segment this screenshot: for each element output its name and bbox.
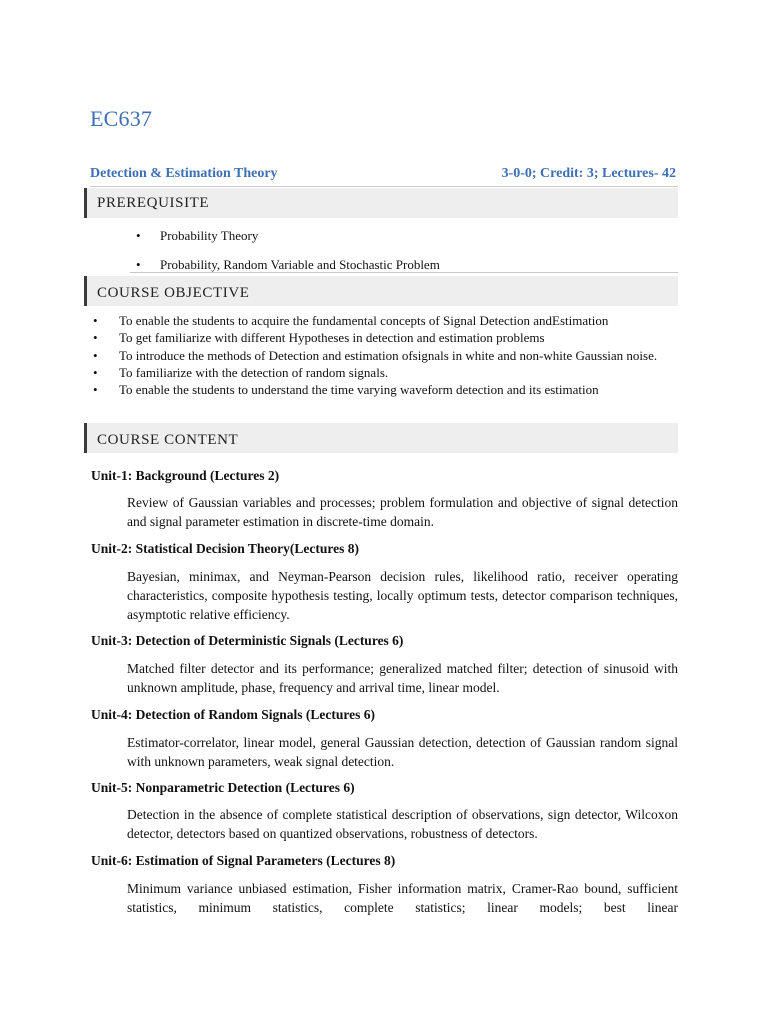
content-heading bbox=[84, 423, 678, 453]
prerequisite-heading-label: PREREQUISITE bbox=[97, 195, 210, 211]
objective-item: • To get familiarize with different Hypotheses in detection and estimation problems bbox=[91, 329, 677, 346]
course-code: EC637 bbox=[90, 106, 153, 131]
objective-item: • To introduce the methods of Detection and estimation ofsignals in white and non-white Gaussian noise. bbox=[91, 347, 677, 364]
objective-list bbox=[91, 312, 677, 398]
unit-description: Estimator-correlator, linear model, general Gaussian detection, detection of Gaussian random signal with unknown parameters, weak signal detection. bbox=[127, 735, 678, 769]
prerequisite-item: • Probability Theory bbox=[160, 228, 258, 244]
prerequisite-item: • Probability, Random Variable and Stochastic Problem bbox=[160, 257, 440, 273]
unit-description: Review of Gaussian variables and processes; problem formulation and objective of signal detection and signal parameter estimation in discrete-time domain. bbox=[127, 495, 678, 529]
course-credits: 3-0-0; Credit: 3; Lectures- 42 bbox=[501, 166, 676, 181]
objective-item: • To enable the students to understand the time varying waveform detection and its estimation bbox=[91, 381, 677, 398]
unit-title: Unit-5: Nonparametric Detection (Lectures 6) bbox=[91, 780, 355, 795]
objective-item: • To familiarize with the detection of random signals. bbox=[91, 364, 677, 381]
course-title-row bbox=[90, 166, 678, 187]
unit-description: Matched filter detector and its performance; generalized matched filter; detection of sinusoid with unknown amplitude, phase, frequency and arrival time, linear model. bbox=[127, 661, 678, 695]
unit-description: Detection in the absence of complete statistical description of observations, sign detector, Wilcoxon detector, detectors based on quantized observations, robustness of detectors. bbox=[127, 807, 678, 841]
prerequisite-heading bbox=[84, 188, 678, 218]
unit-title: Unit-3: Detection of Deterministic Signals (Lectures 6) bbox=[91, 633, 404, 648]
unit-description: Bayesian, minimax, and Neyman-Pearson decision rules, likelihood ratio, receiver operating characteristics, composite hypothesis testing, locally optimum tests, detector comparison techniques, asymptotic relative efficiency. bbox=[127, 569, 678, 622]
unit-title: Unit-1: Background (Lectures 2) bbox=[91, 468, 280, 483]
section-divider bbox=[130, 272, 678, 273]
unit-title: Unit-2: Statistical Decision Theory(Lectures 8) bbox=[91, 541, 359, 556]
course-title: Detection & Estimation Theory bbox=[90, 166, 278, 181]
objective-item: • To enable the students to acquire the fundamental concepts of Signal Detection andEstimation bbox=[91, 312, 677, 329]
unit-description: Minimum variance unbiased estimation, Fisher information matrix, Cramer-Rao bound, sufficient statistics, minimum statistics, complete statistics; linear models; best linear bbox=[127, 881, 678, 915]
unit-title: Unit-6: Estimation of Signal Parameters (Lectures 8) bbox=[91, 853, 396, 868]
objective-heading bbox=[84, 276, 678, 306]
objective-heading-label: COURSE OBJECTIVE bbox=[97, 285, 250, 301]
unit-title: Unit-4: Detection of Random Signals (Lectures 6) bbox=[91, 707, 375, 722]
content-heading-label: COURSE CONTENT bbox=[97, 432, 239, 448]
